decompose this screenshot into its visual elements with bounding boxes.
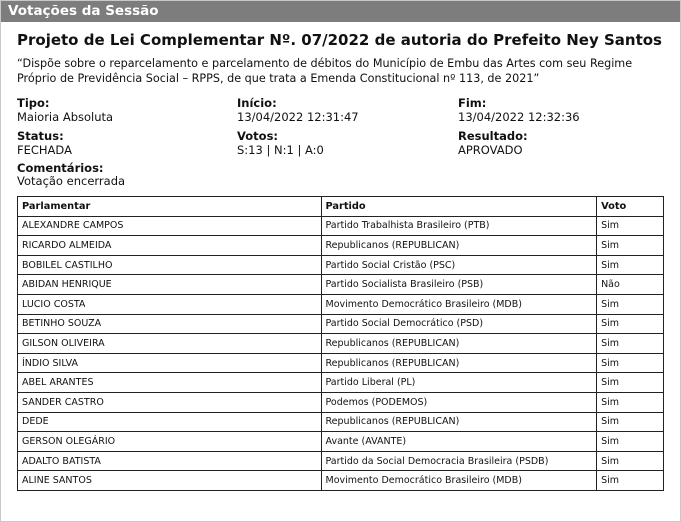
tipo-field <box>17 96 237 124</box>
comentarios-label: Comentários: <box>17 161 104 175</box>
table-row <box>18 334 664 354</box>
voto-cell: Sim <box>597 471 664 491</box>
parlamentar-cell: ABEL ARANTES <box>18 373 322 393</box>
partido-cell: Movimento Democrático Brasileiro (MDB) <box>321 294 597 314</box>
table-row <box>18 353 664 373</box>
table-row <box>18 432 664 452</box>
table-row <box>18 471 664 491</box>
table-row <box>18 236 664 256</box>
parlamentar-cell: ABIDAN HENRIQUE <box>18 275 322 295</box>
voto-cell: Sim <box>597 392 664 412</box>
voto-cell: Não <box>597 275 664 295</box>
parlamentar-cell: BOBILEL CASTILHO <box>18 255 322 275</box>
table-row <box>18 275 664 295</box>
header-parlamentar: Parlamentar <box>18 197 322 217</box>
voto-cell: Sim <box>597 432 664 452</box>
votes-table-body <box>18 216 664 490</box>
project-title: Projeto de Lei Complementar Nº. 07/2022 de autoria do Prefeito Ney Santos <box>17 31 662 49</box>
parlamentar-cell: ALEXANDRE CAMPOS <box>18 216 322 236</box>
status-label: Status: <box>17 129 64 143</box>
status-value: FECHADA <box>17 143 72 157</box>
resultado-label: Resultado: <box>458 129 528 143</box>
votos-field <box>237 129 458 157</box>
header-voto: Voto <box>597 197 664 217</box>
voto-cell: Sim <box>597 451 664 471</box>
status-field <box>17 129 237 157</box>
partido-cell: Partido Social Democrático (PSD) <box>321 314 597 334</box>
parlamentar-cell: GERSON OLEGÁRIO <box>18 432 322 452</box>
tipo-value: Maioria Absoluta <box>17 110 114 124</box>
voto-cell: Sim <box>597 216 664 236</box>
parlamentar-cell: LUCIO COSTA <box>18 294 322 314</box>
voto-cell: Sim <box>597 294 664 314</box>
votes-table <box>17 196 664 491</box>
table-row <box>18 314 664 334</box>
votos-label: Votos: <box>237 129 279 143</box>
tipo-label: Tipo: <box>17 96 50 110</box>
partido-cell: Partido Liberal (PL) <box>321 373 597 393</box>
table-row <box>18 373 664 393</box>
inicio-label: Início: <box>237 96 277 110</box>
parlamentar-cell: ÍNDIO SILVA <box>18 353 322 373</box>
comentarios-field <box>17 162 664 188</box>
panel-body <box>1 22 680 491</box>
project-description: “Dispõe sobre o reparcelamento e parcelamento de débitos do Município de Embu das Artes com seu Regime Próprio de Previdência Social – RPPS, de que trata a Emenda Constitucional nº 113, de 2021” <box>17 57 633 85</box>
partido-cell: Partido Socialista Brasileiro (PSB) <box>321 275 597 295</box>
inicio-field <box>237 96 458 124</box>
voto-cell: Sim <box>597 334 664 354</box>
partido-cell: Republicanos (REPUBLICAN) <box>321 236 597 256</box>
partido-cell: Partido Trabalhista Brasileiro (PTB) <box>321 216 597 236</box>
partido-cell: Partido Social Cristão (PSC) <box>321 255 597 275</box>
partido-cell: Republicanos (REPUBLICAN) <box>321 412 597 432</box>
voto-cell: Sim <box>597 373 664 393</box>
inicio-value: 13/04/2022 12:31:47 <box>237 110 359 124</box>
fim-label: Fim: <box>458 96 487 110</box>
table-row <box>18 294 664 314</box>
parlamentar-cell: BETINHO SOUZA <box>18 314 322 334</box>
header-partido: Partido <box>321 197 597 217</box>
parlamentar-cell: RICARDO ALMEIDA <box>18 236 322 256</box>
resultado-field <box>458 129 658 157</box>
partido-cell: Avante (AVANTE) <box>321 432 597 452</box>
parlamentar-cell: SANDER CASTRO <box>18 392 322 412</box>
info-row-2 <box>17 129 664 157</box>
fim-field <box>458 96 658 124</box>
voto-cell: Sim <box>597 412 664 432</box>
parlamentar-cell: DEDE <box>18 412 322 432</box>
voto-cell: Sim <box>597 236 664 256</box>
votos-value: S:13 | N:1 | A:0 <box>237 143 324 157</box>
resultado-value: APROVADO <box>458 143 523 157</box>
parlamentar-cell: ALINE SANTOS <box>18 471 322 491</box>
table-row <box>18 255 664 275</box>
partido-cell: Partido da Social Democracia Brasileira (PSDB) <box>321 451 597 471</box>
table-row <box>18 392 664 412</box>
voto-cell: Sim <box>597 353 664 373</box>
partido-cell: Republicanos (REPUBLICAN) <box>321 334 597 354</box>
voto-cell: Sim <box>597 255 664 275</box>
table-header-row <box>18 197 664 217</box>
table-row <box>18 412 664 432</box>
voto-cell: Sim <box>597 314 664 334</box>
comentarios-value: Votação encerrada <box>17 174 126 188</box>
partido-cell: Podemos (PODEMOS) <box>321 392 597 412</box>
parlamentar-cell: GILSON OLIVEIRA <box>18 334 322 354</box>
table-row <box>18 451 664 471</box>
partido-cell: Movimento Democrático Brasileiro (MDB) <box>321 471 597 491</box>
panel-header: Votações da Sessão <box>1 1 680 22</box>
partido-cell: Republicanos (REPUBLICAN) <box>321 353 597 373</box>
parlamentar-cell: ADALTO BATISTA <box>18 451 322 471</box>
table-row <box>18 216 664 236</box>
info-row-1 <box>17 96 664 124</box>
fim-value: 13/04/2022 12:32:36 <box>458 110 580 124</box>
